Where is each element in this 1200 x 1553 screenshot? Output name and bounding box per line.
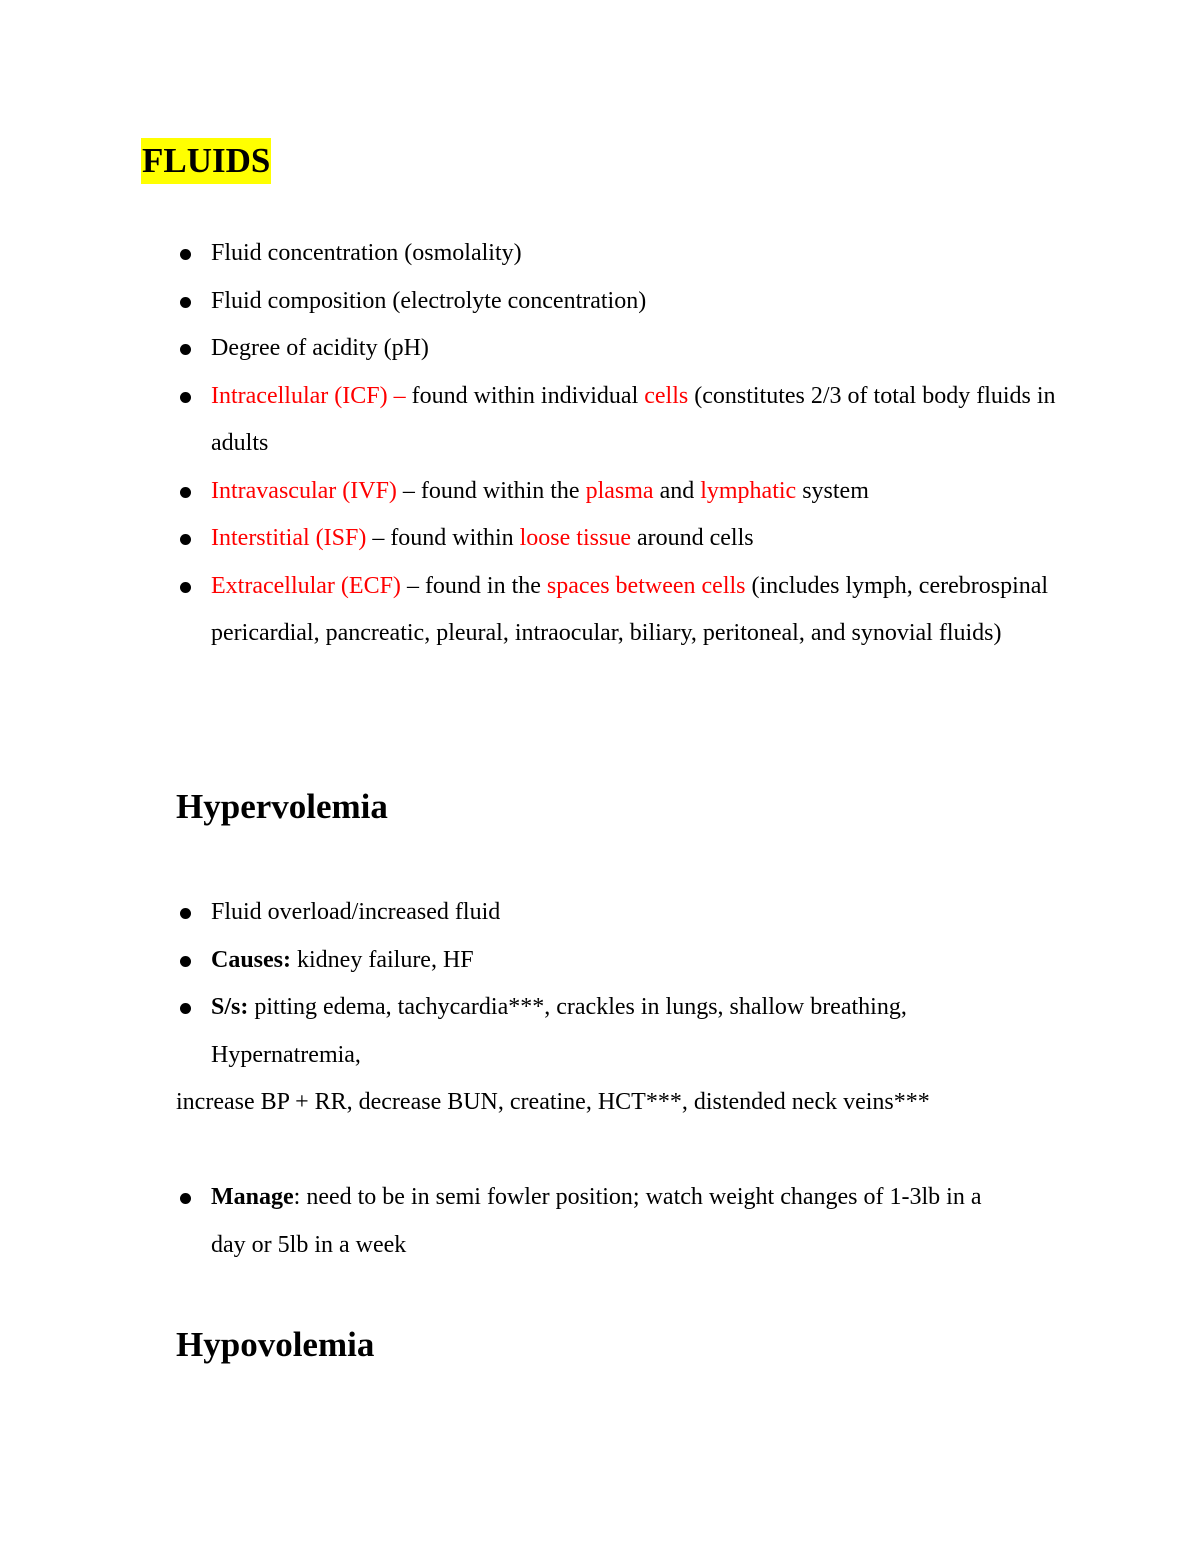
keyword-plasma: plasma [585, 477, 654, 504]
hypervolemia-manage-list [0, 1174, 1200, 1269]
list-item [0, 278, 1200, 326]
keyword-lymphatic: lymphatic [700, 477, 797, 504]
item-text: Degree of acidity (pH) [211, 335, 429, 361]
bullet-icon [180, 1193, 191, 1204]
term-extracellular: Extracellular (ECF) [211, 572, 401, 599]
item-text: kidney failure, HF [291, 946, 474, 973]
term-intracellular: Intracellular (ICF) – [211, 382, 406, 409]
item-text: (includes lymph, cerebrospinal pericardial, pancreatic, pleural, intraocular, biliary, peritoneal, and synovial fluids) [211, 572, 1049, 646]
manage-label: Manage [211, 1184, 294, 1210]
keyword-cells: cells [644, 382, 689, 409]
list-item [0, 563, 1200, 658]
symptoms-label: S/s: [211, 994, 249, 1020]
causes-label: Causes: [211, 946, 292, 973]
list-item [0, 230, 1200, 278]
list-item [0, 515, 1200, 563]
bullet-icon [180, 249, 191, 260]
item-text: (constitutes 2/3 of total body fluids in adults [211, 382, 1056, 456]
term-intravascular: Intravascular (IVF) [211, 477, 397, 504]
list-item [0, 937, 1200, 985]
item-text: – found within the [396, 477, 586, 504]
list-item [0, 889, 1200, 937]
list-item [0, 468, 1200, 516]
list-item [0, 325, 1200, 373]
hypervolemia-heading: Hypervolemia [176, 787, 388, 826]
list-item [0, 373, 1200, 468]
item-text: system [796, 477, 869, 504]
bullet-icon [180, 582, 191, 593]
list-item [0, 984, 1200, 1079]
hypervolemia-list [0, 889, 1200, 1079]
item-text: – found in the [400, 572, 547, 599]
item-text: : need to be in semi fowler position; watch weight changes of 1-3lb in a day or 5lb in a week [211, 1184, 982, 1258]
item-text: Fluid concentration (osmolality) [211, 240, 522, 266]
bullet-icon [180, 534, 191, 545]
item-text: Fluid overload/increased fluid [211, 899, 501, 925]
term-interstitial: Interstitial (ISF) [211, 525, 367, 551]
item-text: pitting edema, tachycardia***, crackles in lungs, shallow breathing, Hypernatremia, [211, 994, 907, 1068]
hypovolemia-heading: Hypovolemia [176, 1325, 375, 1364]
keyword-spaces-between-cells: spaces between cells [546, 572, 746, 599]
fluids-list [0, 230, 1200, 658]
item-text: and [653, 477, 701, 504]
symptoms-continuation: increase BP + RR, decrease BUN, creatine, HCT***, distended neck veins*** [176, 1089, 930, 1115]
bullet-icon [180, 1003, 191, 1014]
item-text: around cells [630, 525, 754, 551]
list-item [0, 1174, 1200, 1269]
bullet-icon [180, 908, 191, 919]
page-title: FLUIDS [141, 138, 271, 184]
item-text: found within individual [405, 382, 645, 409]
keyword-loose-tissue: loose tissue [519, 525, 631, 551]
bullet-icon [180, 297, 191, 308]
bullet-icon [180, 344, 191, 355]
bullet-icon [180, 956, 191, 967]
bullet-icon [180, 392, 191, 403]
bullet-icon [180, 487, 191, 498]
item-text: – found within [366, 525, 520, 551]
item-text: Fluid composition (electrolyte concentration) [211, 287, 647, 314]
